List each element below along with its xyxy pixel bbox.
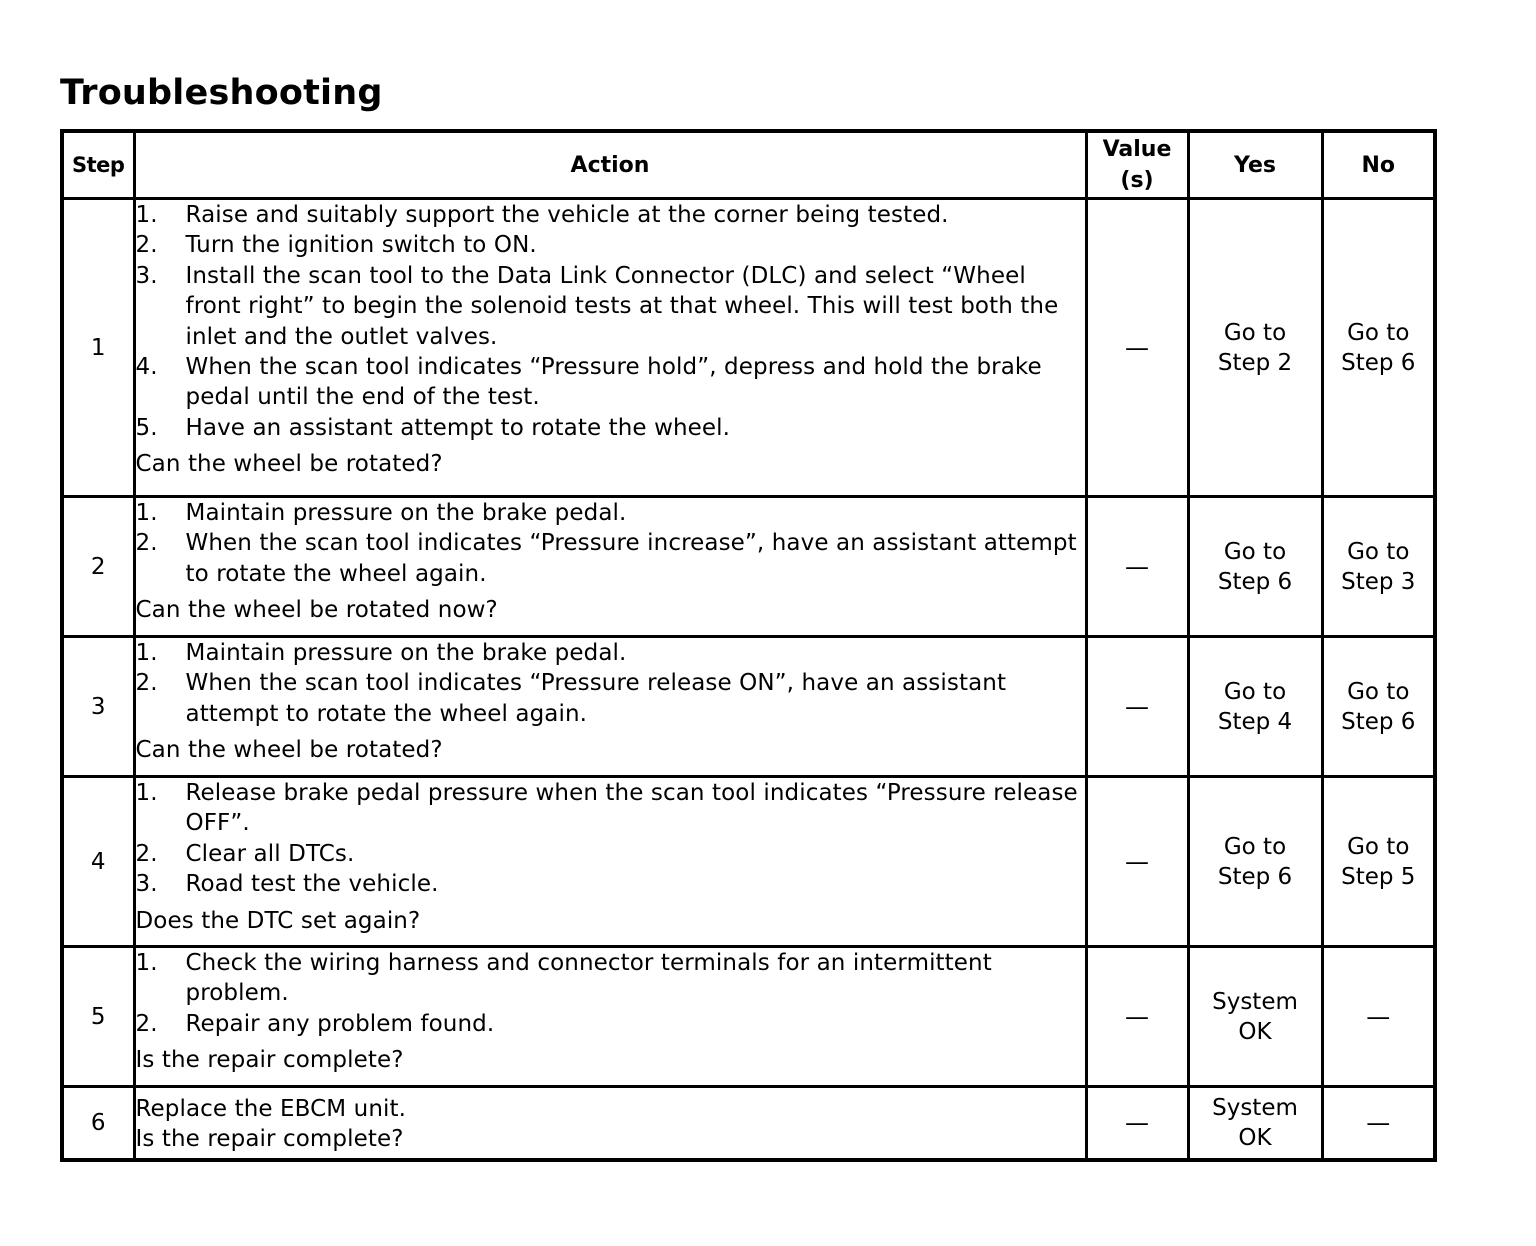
yes-line1: Go to <box>1223 538 1287 565</box>
yes-line1: Go to <box>1223 833 1287 860</box>
list-item-number: 5. <box>135 414 158 441</box>
list-item <box>136 869 1085 899</box>
list-item-number: 4. <box>135 354 158 381</box>
step-number: 4 <box>62 777 134 947</box>
no-line1: Go to <box>1347 319 1410 346</box>
column-header-no: No <box>1322 131 1435 199</box>
value-cell: — <box>1086 497 1188 637</box>
action-cell <box>134 199 1086 497</box>
no-line1: Go to <box>1347 678 1410 705</box>
table-row <box>62 497 1435 637</box>
table-header-row <box>62 131 1435 199</box>
action-question: Can the wheel be rotated now? <box>135 597 498 624</box>
list-item <box>136 778 1085 839</box>
list-item-number: 1. <box>135 500 158 526</box>
yes-line2: Step 4 <box>1217 708 1293 735</box>
list-item <box>136 528 1085 589</box>
list-item-number: 1. <box>135 950 158 976</box>
table-row <box>62 777 1435 947</box>
no-line2: Step 6 <box>1341 708 1416 735</box>
yes-line1: Go to <box>1223 319 1287 346</box>
action-cell <box>134 777 1086 947</box>
list-item <box>136 668 1085 729</box>
list-item <box>136 352 1085 413</box>
action-list <box>136 778 1085 900</box>
action-question: Can the wheel be rotated? <box>135 451 443 478</box>
list-item <box>136 230 1085 260</box>
list-item <box>136 200 1085 230</box>
step-number: 3 <box>62 637 134 777</box>
yes-cell <box>1188 497 1322 637</box>
yes-cell <box>1188 947 1322 1087</box>
list-item-text: Clear all DTCs. <box>185 840 355 867</box>
yes-cell <box>1188 1087 1322 1160</box>
list-item <box>136 261 1085 352</box>
value-cell: — <box>1086 637 1188 777</box>
action-cell <box>134 1087 1086 1160</box>
list-item-text: Turn the ignition switch to ON. <box>185 232 537 259</box>
yes-cell <box>1188 199 1322 497</box>
value-cell: — <box>1086 947 1188 1087</box>
list-item-text: Raise and suitably support the vehicle at the corner being tested. <box>185 202 949 228</box>
action-cell <box>134 947 1086 1087</box>
no-line1: Go to <box>1347 833 1410 860</box>
action-cell <box>134 497 1086 637</box>
value-cell: — <box>1086 1087 1188 1160</box>
action-list <box>136 948 1085 1039</box>
step-number: 5 <box>62 947 134 1087</box>
no-cell: — <box>1322 1087 1435 1160</box>
action-question: Is the repair complete? <box>135 1047 404 1074</box>
list-item <box>136 413 1085 443</box>
yes-line2: Step 2 <box>1217 349 1293 376</box>
step-number: 2 <box>62 497 134 637</box>
no-cell: — <box>1322 947 1435 1087</box>
list-item-number: 1. <box>135 202 158 228</box>
table-row <box>62 199 1435 497</box>
value-cell: — <box>1086 199 1188 497</box>
step-number: 1 <box>62 199 134 497</box>
column-header-action: Action <box>134 131 1086 199</box>
yes-cell <box>1188 637 1322 777</box>
list-item-number: 3. <box>135 871 158 898</box>
no-cell <box>1322 497 1435 637</box>
action-list <box>136 498 1085 589</box>
list-item-text: Install the scan tool to the Data Link Connector (DLC) and select “Wheel front right” to begin the solenoid tests at that wheel. This will test both the inlet and the outlet valves. <box>185 262 1059 350</box>
no-cell <box>1322 777 1435 947</box>
yes-line2: OK <box>1238 1124 1272 1151</box>
list-item-number: 2. <box>135 670 158 697</box>
action-question: Can the wheel be rotated? <box>135 737 443 764</box>
list-item <box>136 839 1085 869</box>
list-item-text: Release brake pedal pressure when the scan tool indicates “Pressure release OFF”. <box>185 780 1078 837</box>
list-item <box>136 638 1085 668</box>
table-row <box>62 637 1435 777</box>
list-item-text: Have an assistant attempt to rotate the wheel. <box>185 414 731 441</box>
value-cell: — <box>1086 777 1188 947</box>
column-header-value-line2: (s) <box>1120 168 1154 193</box>
list-item-number: 1. <box>135 640 158 666</box>
yes-cell <box>1188 777 1322 947</box>
list-item-text: Road test the vehicle. <box>185 871 439 898</box>
table-row <box>62 1087 1435 1160</box>
yes-line1: Go to <box>1223 678 1287 705</box>
list-item-text: Maintain pressure on the brake pedal. <box>185 500 627 526</box>
no-cell <box>1322 637 1435 777</box>
yes-line2: Step 6 <box>1217 863 1293 890</box>
no-line1: Go to <box>1347 538 1410 565</box>
step-number: 6 <box>62 1087 134 1160</box>
list-item-number: 2. <box>135 530 158 557</box>
list-item-text: Check the wiring harness and connector terminals for an intermittent problem. <box>185 950 992 1007</box>
list-item-number: 1. <box>135 780 158 806</box>
action-list <box>136 638 1085 729</box>
action-question: Is the repair complete? <box>135 1126 404 1153</box>
list-item-text: Repair any problem found. <box>185 1010 495 1037</box>
action-text: Replace the EBCM unit. <box>135 1096 407 1122</box>
column-header-yes: Yes <box>1188 131 1322 199</box>
no-line2: Step 3 <box>1341 568 1416 595</box>
yes-line1: System <box>1212 988 1298 1015</box>
list-item-number: 2. <box>135 840 158 867</box>
list-item-text: When the scan tool indicates “Pressure release ON”, have an assistant attempt to rotate the wheel again. <box>185 670 1007 727</box>
table-row <box>62 947 1435 1087</box>
no-cell <box>1322 199 1435 497</box>
page-title: Troubleshooting <box>60 73 383 113</box>
list-item-number: 3. <box>135 262 158 289</box>
list-item <box>136 498 1085 528</box>
action-list <box>136 200 1085 443</box>
list-item-number: 2. <box>135 1010 158 1037</box>
list-item-text: When the scan tool indicates “Pressure increase”, have an assistant attempt to rotate the wheel again. <box>185 530 1077 587</box>
troubleshooting-table <box>60 129 1437 1162</box>
column-header-step: Step <box>62 131 134 199</box>
yes-line2: OK <box>1238 1018 1272 1045</box>
list-item-text: Maintain pressure on the brake pedal. <box>185 640 627 666</box>
column-header-value <box>1086 131 1188 199</box>
list-item-text: When the scan tool indicates “Pressure hold”, depress and hold the brake pedal until the end of the test. <box>185 354 1042 411</box>
list-item-number: 2. <box>135 232 158 259</box>
list-item <box>136 1009 1085 1039</box>
no-line2: Step 6 <box>1341 349 1416 376</box>
list-item <box>136 948 1085 1009</box>
yes-line1: System <box>1212 1094 1298 1121</box>
yes-line2: Step 6 <box>1217 568 1293 595</box>
action-cell <box>134 637 1086 777</box>
action-question: Does the DTC set again? <box>135 907 421 934</box>
no-line2: Step 5 <box>1341 863 1416 890</box>
column-header-value-line1: Value <box>1102 137 1172 162</box>
